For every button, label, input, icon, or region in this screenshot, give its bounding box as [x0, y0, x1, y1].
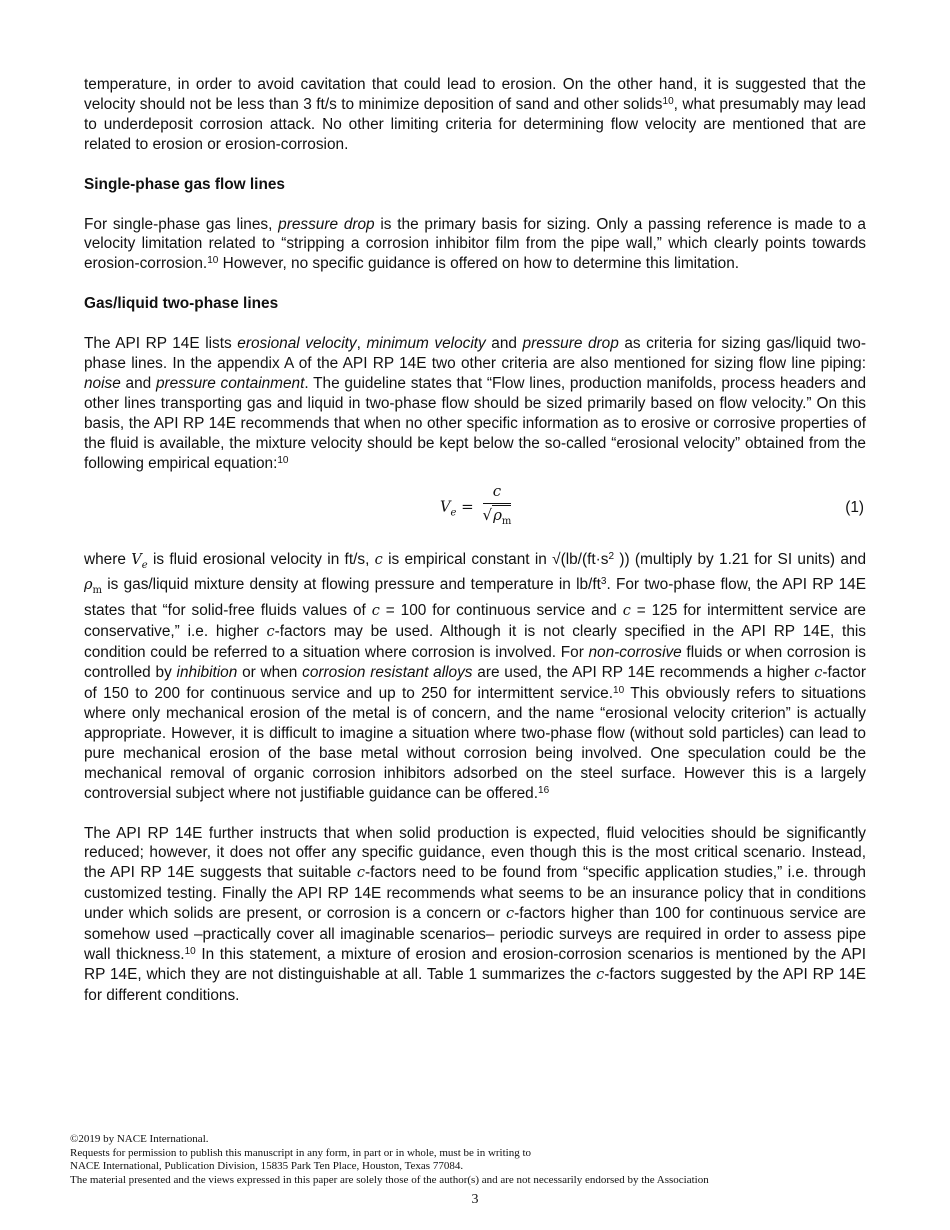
- paragraph-solid-production: The API RP 14E further instructs that when solid production is expected, fluid velocities should be significantly reduced; however, it does not offer any specific guidance, even though this is the most critical scenario. Instead, the API RP 14E suggests that suitable c-factors need to be found from “specific application studies,” i.e. through customized testing. Finally the API RP 14E recommends what seems to be an insurance policy that in conditions under which solids are present, or corrosion is a concern or c-factors higher than 100 for continuous service are somehow used –practically cover all imaginable scenarios– periodic surveys are required in order to assess pipe wall thickness.$^{10}$ In this statement, a mixture of erosion and erosion-corrosion scenarios is mentioned by the API RP 14E, which they are not distinguishable at all. Table 1 summarizes the c-factors suggested by the API RP 14E for different conditions.: [84, 824, 867, 1004]
- reference-10: 10: [662, 95, 674, 107]
- reference-10: 10: [613, 685, 625, 697]
- equation-fraction: $\frac{c}{√\rho_m}$: [482, 481, 512, 528]
- heading-two-phase-lines: Gas/liquid two-phase lines: [84, 295, 279, 313]
- paragraph-two-phase-lines: The API RP 14E lists erosional velocity, minimum velocity and pressure drop as criteria for sizing gas/liquid two-phase lines. In the appendix A of the API RP 14E two other criteria are also mentioned for sizing flow line piping: noise and pressure containment. The guideline states that “Flow lines, production manifolds, process headers and other lines transporting gas and liquid in two-phase flow should be sized primarily based on flow velocity.” On this basis, the API RP 14E recommends that when no other specific information as to erosive or corrosive properties of the fluid is available, the mixture velocity should be kept below the so-called “erosional velocity” obtained from the following empirical equation:$^{10}$: [84, 335, 867, 472]
- reference-16: 16: [538, 784, 550, 796]
- equation-number: (1): [845, 498, 864, 516]
- reference-10: 10: [207, 255, 219, 267]
- copyright-footer: [70, 1133, 870, 1187]
- paragraph-intro: temperature, in order to avoid cavitation that could lead to erosion. On the other hand, it is suggested that the velocity should not be less than 3 ft/s to minimize deposition of sand and other solids$^{10}$, what presumably may lead to underdeposit corrosion attack. No other limiting criteria for determining flow velocity are mentioned that are related to erosion or erosion-corrosion.: [84, 76, 866, 153]
- heading-single-phase-gas: Single-phase gas flow lines: [84, 175, 285, 193]
- footer-copyright: ©2019 by NACE International.: [70, 1133, 209, 1145]
- reference-10: 10: [184, 945, 196, 957]
- paragraph-single-phase-gas: For single-phase gas lines, pressure drop is the primary basis for sizing. Only a passing reference is made to a velocity limitation related to “stripping a corrosion inhibitor film from the pipe wall,” which clearly points towards erosion-corrosion.$^{10}$ However, no specific guidance is offered on how to determine this limitation.: [84, 215, 866, 273]
- page-body: [84, 75, 866, 1006]
- page-number: 3: [471, 1192, 479, 1207]
- equation-erosional-velocity: $V_e$ = $\frac{c}{√\rho_m}$ (1): [84, 482, 866, 542]
- paragraph-equation-explanation: where $V_e$ is fluid erosional velocity in ft/s, c is empirical constant in $√(lb/(ft\cdot s^2$ )) (multiply by 1.21 for SI units) and $\rho_m$ is gas/liquid mixture density at flowing pressure and temperature in $lb/ft^3$. For two-phase flow, the API RP 14E states that “for solid-free fluids values of c = 100 for continuous service and c = 125 for intermittent service are conservative,” i.e. higher c-factors may be used. Although it is not clearly specified in the API RP 14E, this condition could be referred to a situation where corrosion is involved. For non-corrosive fluids or when corrosion is controlled by inhibition or when corrosion resistant alloys are used, the API RP 14E recommends a higher c-factor of 150 to 200 for continuous service and up to 250 for intermittent service.$^{10}$ This obviously refers to situations where only mechanical erosion of the metal is of concern, and the name “erosional velocity criterion” is actually appropriate. However, it is difficult to imagine a situation where two-phase flow (without sold particles) can lead to pure mechanical erosion of the base metal without corrosion being involved. One speculation could be the mechanical removal of organic corrosion inhibitors adsorbed on the steel surface. However this is a largely controversial subject where not justifiable guidance can be offered.$^{16}$: [84, 550, 867, 802]
- footer-disclaimer: The material presented and the views expressed in this paper are solely those of the author(s) and are not necessarily endorsed by the Association: [70, 1173, 709, 1186]
- reference-10: 10: [277, 454, 289, 466]
- footer-address: NACE International, Publication Division, 15835 Park Ten Place, Houston, Texas 77084.: [70, 1160, 464, 1173]
- footer-permissions: Requests for permission to publish this manuscript in any form, in part or in whole, must be in writing to: [70, 1146, 532, 1159]
